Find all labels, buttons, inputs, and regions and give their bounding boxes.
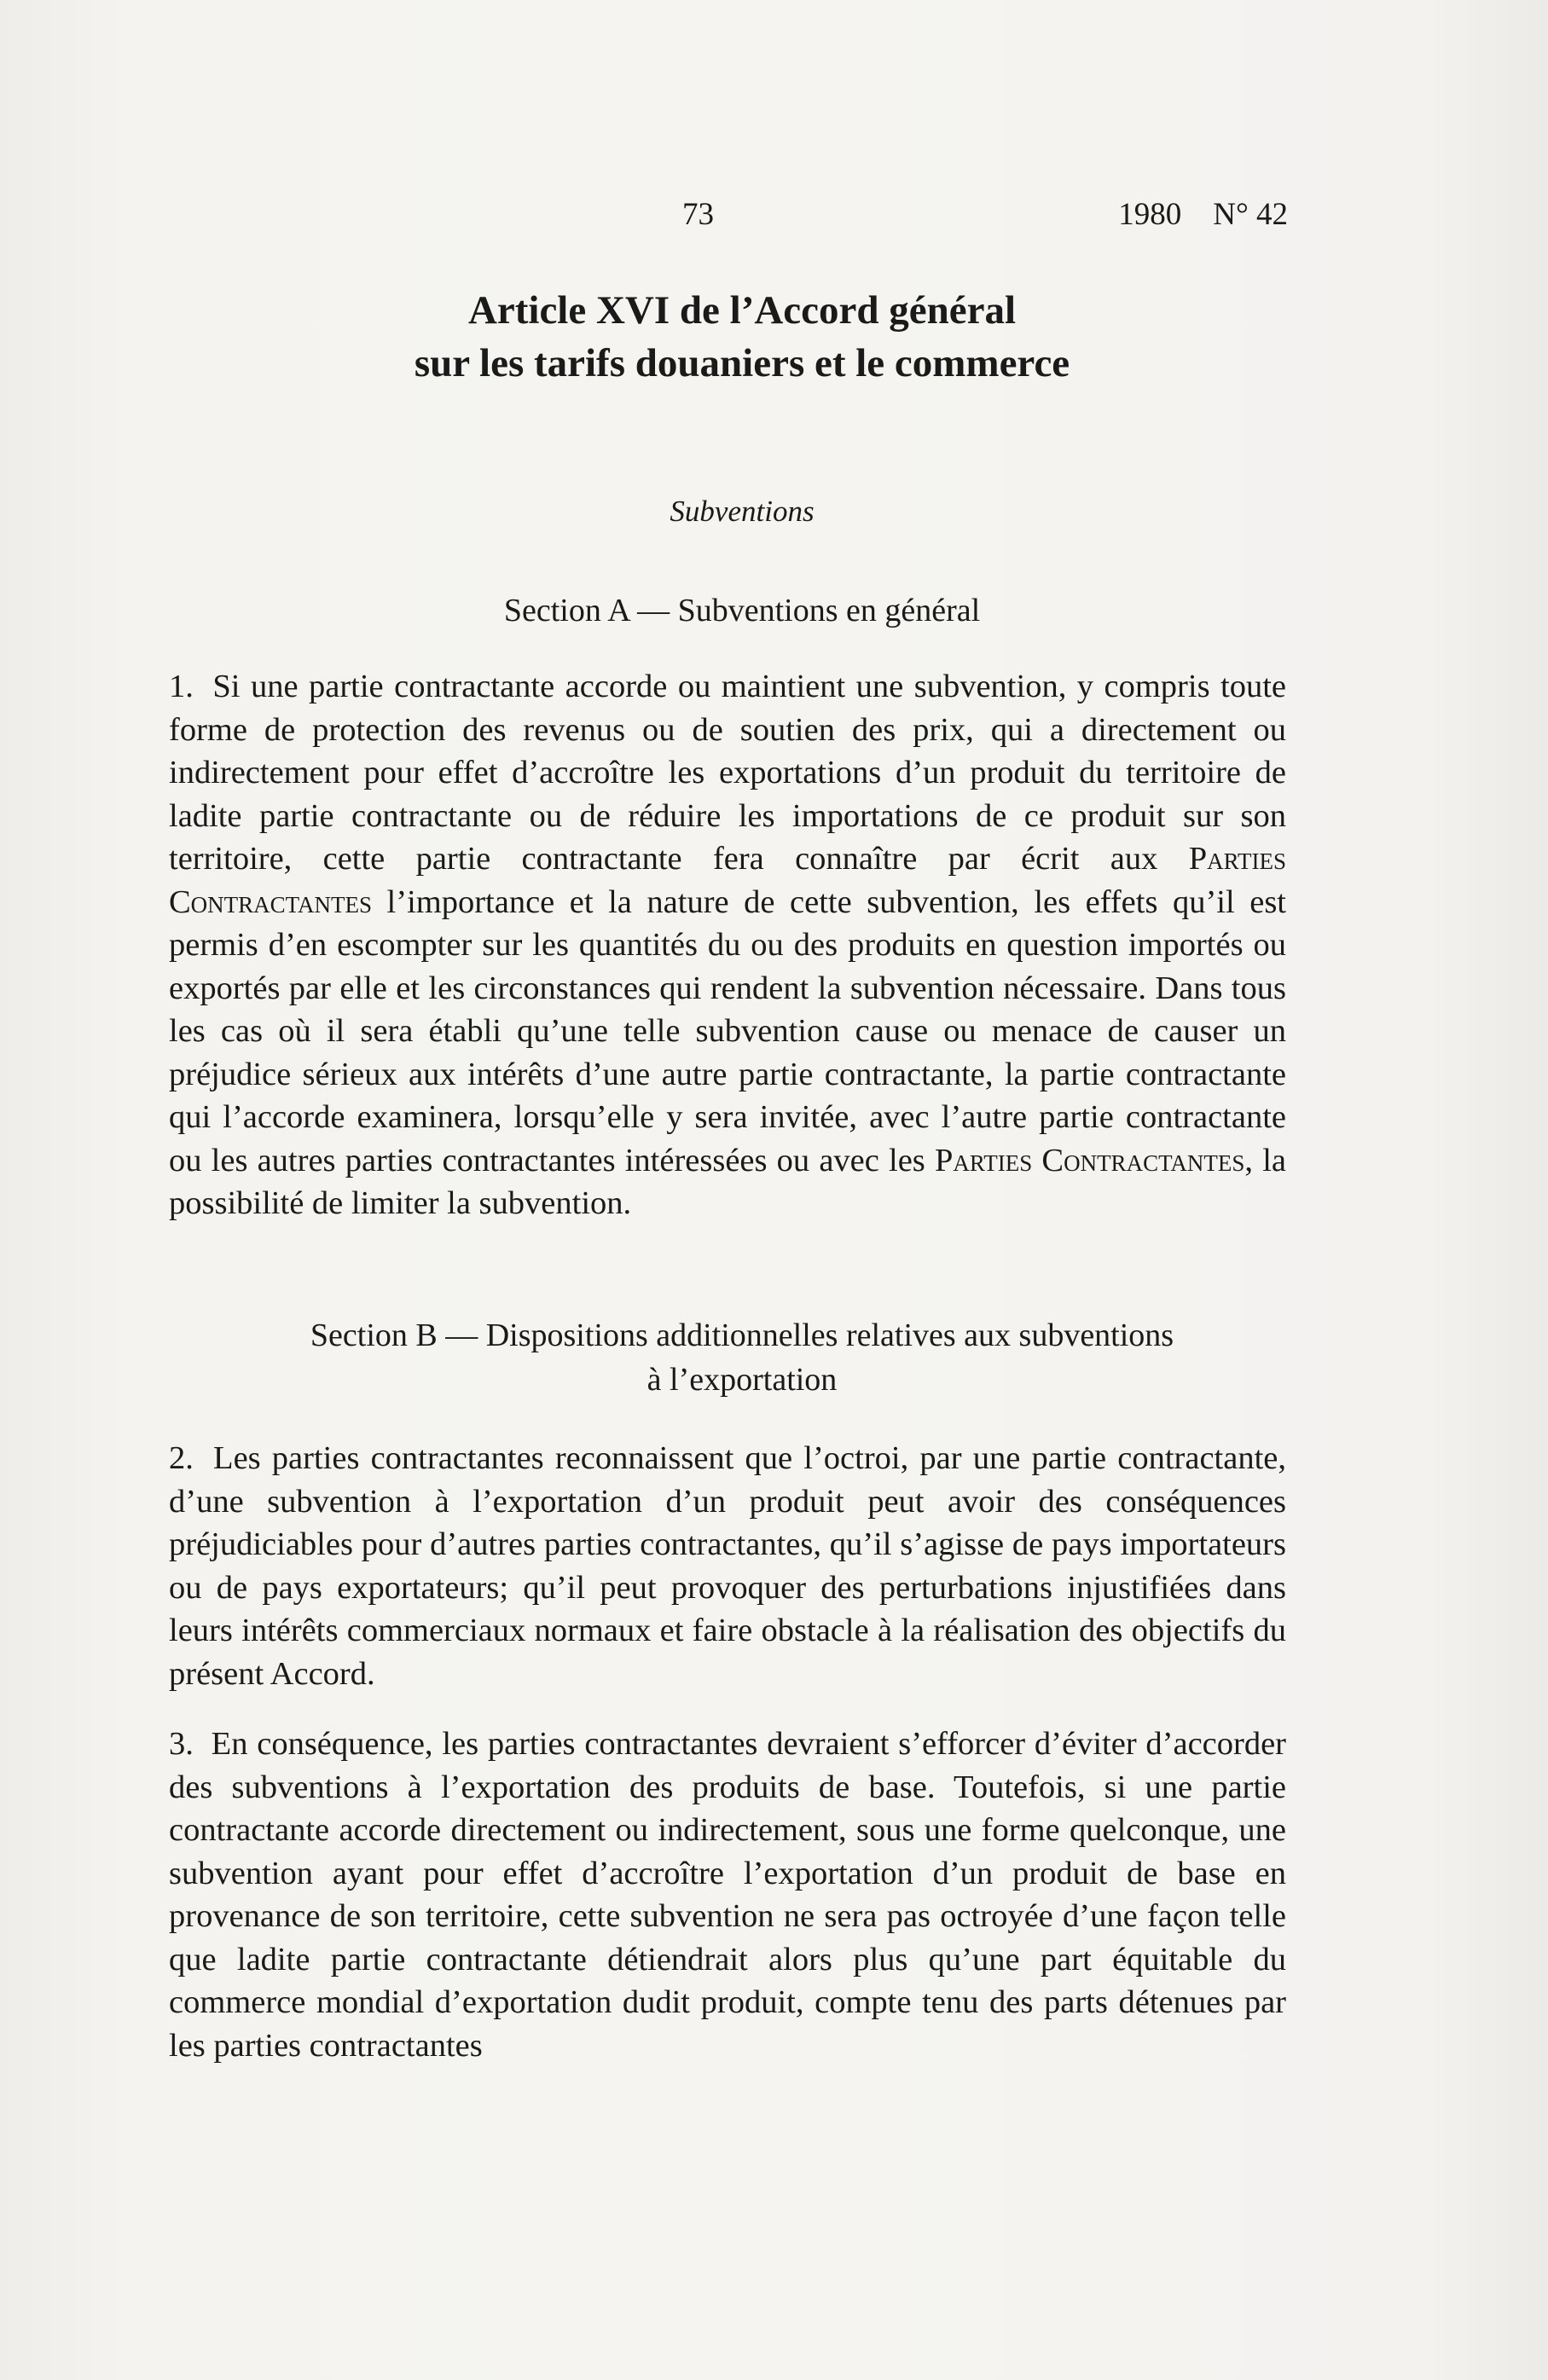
paragraph-1-text-part-1: Si une partie contractante accorde ou maintient une subvention, y compris toute forme de protection des revenus ou de soutien des prix, qui a directement ou indirectement pour effet d’accroître les exportations d’un produit du territoire de ladite partie contractante ou de réduire les importations de ce produit sur son territoire, cette partie contractante fera connaître par écrit aux [169, 669, 1287, 877]
section-a-heading: Section A — Subventions en général [503, 593, 981, 628]
article-title-line-1: Article XVI de l’Accord général [467, 288, 1017, 333]
paragraph-2-number: 2. [169, 1440, 194, 1476]
paragraph-2-text: Les parties contractantes reconnaissent que l’octroi, par une partie contractante, d’une subvention à l’exportation d’un produit peut avoir des conséquences préjudiciables pour d’autres parties contractantes, qu’il s’agisse de pays importateurs ou de pays exportateurs; qu’il peut provoquer des perturbations injustifiées dans leurs intérêts commerciaux normaux et faire obstacle à la réalisation des objectifs du présent Accord. [169, 1440, 1286, 1692]
page-header [196, 196, 1288, 239]
year-and-issue-number: 1980 N° 42 [1118, 197, 1288, 232]
article-title-line-2: sur les tarifs douaniers et le commerce [414, 341, 1070, 385]
paragraph-3 [169, 1723, 1286, 2067]
paragraph-3-text: En conséquence, les parties contractantes devraient s’efforcer d’éviter d’accorder des subventions à l’exportation des produits de base. Toutefois, si une partie contractante accorde directement ou indirectement, sous une forme quelconque, une subvention ayant pour effet d’accroître l’exportation d’un produit de base en provenance de son territoire, cette subvention ne sera pas octroyée d’une façon telle que ladite partie contractante détiendrait alors plus qu’une part équitable du commerce mondial d’exportation dudit produit, compte tenu des parts détenues par les parties contractantes [169, 1726, 1286, 2064]
section-b-heading-line-2: à l’exportation [646, 1362, 838, 1398]
paragraph-2 [169, 1437, 1286, 1695]
section-b-heading-line-1: Section B — Dispositions additionnelles relatives aux subventions [310, 1317, 1174, 1353]
paragraph-1-parties-contractantes-2: Parties Contractantes [934, 1142, 1245, 1178]
subtitle: Subventions [670, 495, 815, 528]
paragraph-1-number: 1. [169, 669, 194, 704]
section-b-heading [196, 1313, 1288, 1402]
paragraph-1-parties-contractantes-1: Parties Contractantes [169, 841, 1286, 920]
paragraph-3-number: 3. [169, 1726, 194, 1762]
paragraph-1-text-part-2: l’importance et la nature de cette subvention, les effets qu’il est permis d’en escompter sur les quantités du ou des produits en question importés ou exportés par elle et les circonstances qui rendent la subvention nécessaire. Dans tous les cas où il sera établi qu’une telle subvention cause ou menace de causer un préjudice sérieux aux intérêts d’une autre partie contractante, la partie contractante qui l’accorde examinera, lorsqu’elle y sera invitée, avec l’autre partie contractante ou les autres parties contractantes intéressées ou avec les [169, 883, 1286, 1178]
paragraph-1-text-part-3: , la possibilité de limiter la subvention. [169, 1142, 1286, 1221]
article-title [196, 284, 1288, 390]
page-number: 73 [682, 197, 714, 232]
paragraph-1 [169, 665, 1286, 1225]
